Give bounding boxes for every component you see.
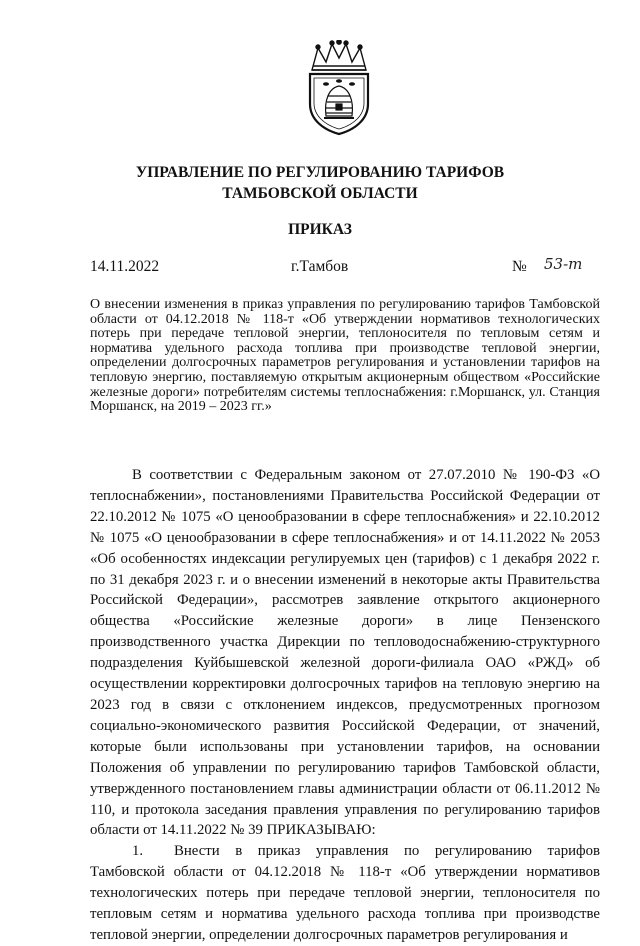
document-type: ПРИКАЗ bbox=[288, 221, 352, 238]
document-date: 14.11.2022 bbox=[90, 258, 160, 275]
order-item-1-number: 1. bbox=[132, 843, 144, 860]
document-city: г.Тамбов bbox=[291, 258, 349, 275]
order-item-1 bbox=[90, 841, 600, 946]
order-body bbox=[90, 465, 600, 946]
organization-title-line1: УПРАВЛЕНИЕ ПО РЕГУЛИРОВАНИЮ ТАРИФОВ bbox=[135, 164, 505, 181]
order-item-1-text: Внести в приказ управления по регулированию тарифов Тамбовской области от 04.12.2018 № 118-т «Об утверждении нормативов технологических потерь при передаче тепловой энергии, теплоносителя по тепловым сетям и норматива удельного расхода топлива при производстве тепловой энергии, определении долгосрочных параметров регулирования и bbox=[90, 843, 600, 943]
organization-title-line2: ТАМБОВСКОЙ ОБЛАСТИ bbox=[222, 185, 418, 202]
coat-of-arms-emblem bbox=[296, 40, 382, 136]
handwritten-number-text: 53-т bbox=[544, 255, 583, 273]
document-number-label: № bbox=[512, 258, 527, 275]
crown-icon bbox=[312, 40, 366, 70]
order-subject: О внесении изменения в приказ управления по регулированию тарифов Тамбовской области от 04.12.2018 № 118-т «Об утверждении нормативов технологических потерь при передаче тепловой энергии, теплоносителя по тепловым сетям и норматива удельного расхода топлива при производстве тепловой энергии, определении долгосрочных параметров регулирования и установлении тарифов на тепловую энергию, поставляемую открытым акционерным обществом «Российские железные дороги» потребителям системы теплоснабжения: г.Моршанск, ул. Станция Моршанск, на 2019 – 2023 гг.» bbox=[90, 297, 600, 415]
order-preamble: В соответствии с Федеральным законом от 27.07.2010 № 190-ФЗ «О теплоснабжении», постановлениями Правительства Российской Федерации от 22.10.2012 № 1075 «О ценообразовании в сфере теплоснабжения» и 22.10.2012 № 1075 «О ценообразовании в сфере теплоснабжения» и от 14.11.2022 № 2053 «Об особенностях индексации регулируемых цен (тарифов) с 1 декабря 2022 г. по 31 декабря 2023 г. и о внесении изменений в некоторые акты Правительства Российской Федерации», рассмотрев заявление открытого акционерного общества «Российские железные дороги» в лице Пензенского производственного участка Дирекции по тепловодоснабжению-структурного подразделения Куйбышевской железной дороги-филиала ОАО «РЖД» об осуществлении корректировки долгосрочных тарифов на тепловую энергию на 2023 год в связи с отклонением индексов, предусмотренных прогнозом социально-экономического развития Российской Федерации, от значений, которые были использованы при установлении тарифов, на основании Положения об управлении по регулированию тарифов Тамбовской области, утвержденного постановлением главы администрации области от 06.11.2012 № 110, и протокола заседания правления управления по регулированию тарифов области от 14.11.2022 № 39 ПРИКАЗЫВАЮ: bbox=[90, 467, 600, 839]
handwritten-document-number bbox=[542, 253, 594, 275]
